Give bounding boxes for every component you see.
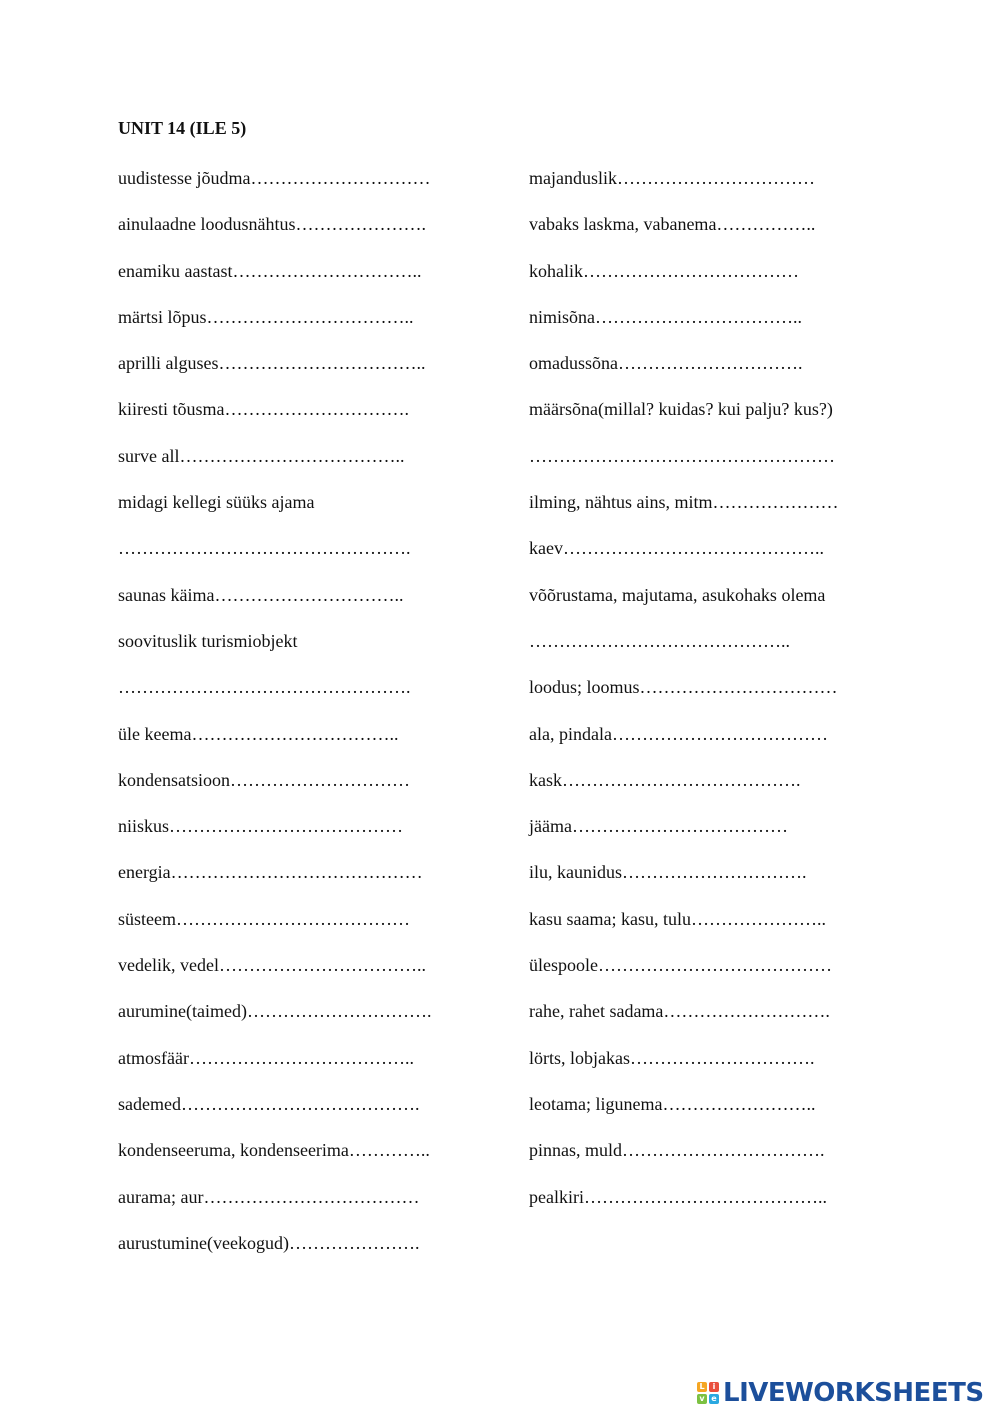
right-vocabulary-item: ala, pindala……………………………… [529, 723, 828, 744]
right-vocabulary-column [529, 164, 949, 1229]
logo-mark-tile: i [709, 1382, 719, 1392]
right-vocabulary-item: omadussõna…………………………. [529, 353, 803, 374]
right-vocabulary-item: kohalik……………………………… [529, 260, 799, 281]
worksheet-title: UNIT 14 (ILE 5) [118, 118, 247, 138]
right-vocabulary-item: võõrustama, majutama, asukohaks olema [529, 584, 826, 605]
right-vocabulary-item: leotama; ligunema…………………….. [529, 1093, 816, 1114]
right-vocabulary-item: pealkiri………………………………….. [529, 1186, 827, 1207]
right-vocabulary-item: majanduslik…………………………… [529, 168, 815, 188]
left-vocabulary-item: energia…………………………………… [118, 862, 423, 883]
liveworksheets-logo-text: LIVEWORKSHEETS [723, 1378, 984, 1408]
logo-mark-tile: L [697, 1382, 707, 1392]
left-vocabulary-item: aurama; aur……………………………… [118, 1186, 420, 1207]
right-vocabulary-item: …………………………………….. [529, 630, 790, 651]
liveworksheets-logo-icon [697, 1382, 719, 1404]
left-vocabulary-item: sademed…………………………………. [118, 1093, 420, 1114]
right-vocabulary-item: ilming, nähtus ains, mitm………………… [529, 492, 839, 513]
left-vocabulary-item: vedelik, vedel…………………………….. [118, 955, 426, 976]
left-vocabulary-item: soovituslik turismiobjekt [118, 630, 298, 651]
left-vocabulary-item: surve all……………………………….. [118, 445, 405, 466]
right-vocabulary-item: nimisõna…………………………….. [529, 306, 802, 327]
left-vocabulary-item: …………………………………………. [118, 677, 411, 698]
right-vocabulary-item: kask…………………………………. [529, 769, 801, 790]
left-vocabulary-item: saunas käima………………………….. [118, 584, 404, 605]
logo-mark-tile: e [709, 1394, 719, 1404]
right-vocabulary-item: …………………………………………… [529, 445, 835, 466]
left-vocabulary-item: märtsi lõpus…………………………….. [118, 306, 414, 327]
right-vocabulary-item: pinnas, muld……………………………. [529, 1140, 825, 1161]
left-vocabulary-item: midagi kellegi süüks ajama [118, 492, 315, 513]
left-vocabulary-item: aprilli alguses…………………………….. [118, 353, 426, 374]
right-vocabulary-item: vabaks laskma, vabanema…………….. [529, 214, 816, 235]
left-vocabulary-item: uudistesse jõudma………………………… [118, 168, 431, 188]
right-vocabulary-item: kasu saama; kasu, tulu………………….. [529, 908, 826, 929]
left-vocabulary-item: niiskus………………………………… [118, 816, 404, 837]
right-vocabulary-item: määrsõna(millal? kuidas? kui palju? kus?) [529, 399, 833, 420]
right-vocabulary-item: rahe, rahet sadama………………………. [529, 1001, 830, 1022]
right-vocabulary-item: kaev…………………………………….. [529, 538, 824, 559]
right-vocabulary-item: jääma……………………………… [529, 816, 788, 837]
left-vocabulary-item: enamiku aastast………………………….. [118, 260, 422, 281]
right-vocabulary-item: loodus; loomus…………………………… [529, 677, 838, 698]
right-vocabulary-item: ülespoole………………………………… [529, 955, 832, 976]
left-vocabulary-item: kondenseeruma, kondenseerima………….. [118, 1140, 430, 1161]
left-vocabulary-item: aurumine(taimed)…………………………. [118, 1001, 432, 1022]
left-vocabulary-item: kondensatsioon………………………… [118, 769, 410, 790]
right-vocabulary-item: ilu, kaunidus…………………………. [529, 862, 807, 883]
left-vocabulary-item: aurustumine(veekogud)…………………. [118, 1232, 420, 1253]
left-vocabulary-item: süsteem………………………………… [118, 908, 410, 929]
left-vocabulary-column [118, 164, 518, 1275]
left-vocabulary-item: atmosfäär……………………………….. [118, 1047, 414, 1068]
left-vocabulary-item: …………………………………………. [118, 538, 411, 559]
right-vocabulary-item: lörts, lobjakas…………………………. [529, 1047, 815, 1068]
left-vocabulary-item: kiiresti tõusma…………………………. [118, 399, 409, 420]
liveworksheets-logo [697, 1378, 984, 1408]
left-vocabulary-item: ainulaadne loodusnähtus…………………. [118, 214, 426, 235]
left-vocabulary-item: üle keema…………………………….. [118, 723, 399, 744]
logo-mark-tile: v [697, 1394, 707, 1404]
